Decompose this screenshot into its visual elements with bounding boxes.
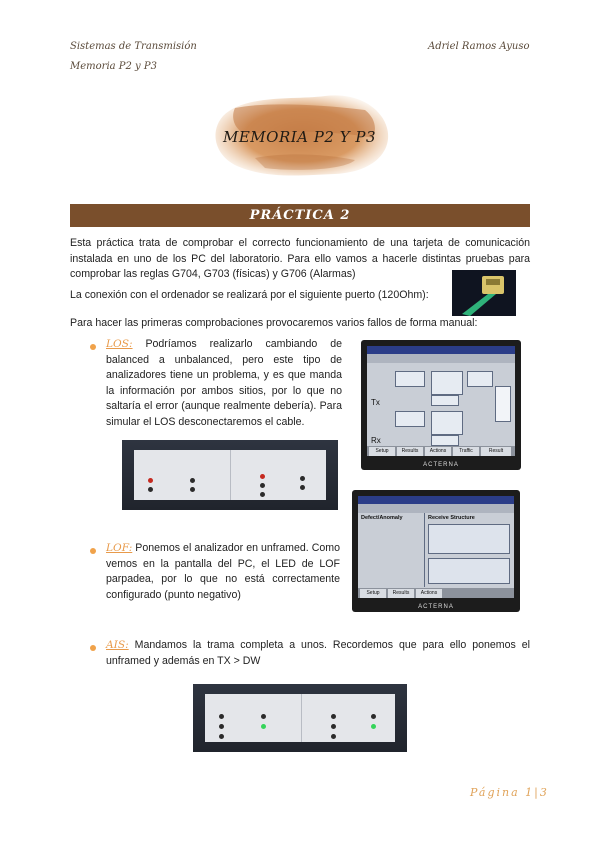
header-course: Sistemas de Transmisión: [70, 41, 197, 52]
item-keyword: LOS:: [106, 338, 133, 350]
section-title: PRÁCTICA 2: [70, 204, 530, 227]
tab-actions: Actions: [425, 447, 451, 456]
item-keyword: AIS:: [106, 639, 129, 651]
list-item-los: [106, 337, 342, 430]
receive-structure-label: Receive Structure: [428, 515, 475, 521]
list-item-lof: [106, 541, 340, 603]
tab-setup: Setup: [360, 589, 386, 598]
header-subtitle: Memoria P2 y P3: [70, 61, 157, 72]
cable-connector-image: [452, 270, 516, 316]
bullet: [90, 645, 96, 651]
tab-results: Results: [388, 589, 414, 598]
item-keyword: LOF:: [106, 542, 133, 554]
brand-label: ACTERNA: [423, 462, 459, 468]
item-text: Podríamos realizarlo cambiando de balanced a unbalanced, pero este tipo de analizadores tiene un problema, y es que manda la información por ambos sitios, por lo que no saltaría el error (aunque realmente debería). Para simular el LOS desconectaremos el cable.: [106, 338, 342, 428]
tab-result: Result: [481, 447, 511, 456]
intro-paragraph: Esta práctica trata de comprobar el correcto funcionamiento de una tarjeta de comunicación instalada en uno de los PC del laboratorio. Para ello vamos a hacerle distintas pruebas para comprobar las reglas G704, G703 (físicas) y G706 (Alarmas): [70, 237, 530, 280]
tab-traffic: Traffic: [453, 447, 479, 456]
bullet: [90, 548, 96, 554]
brand-label: ACTERNA: [418, 604, 454, 610]
tab-results: Results: [397, 447, 423, 456]
tx-label: Tx: [371, 398, 380, 407]
defect-anomaly-label: Defect/Anomaly: [361, 515, 403, 521]
tab-actions: Actions: [416, 589, 442, 598]
banner-title: MEMORIA P2 Y P3: [223, 128, 376, 146]
tester-screenshot-1: [361, 340, 521, 470]
pc-alarm-panel-screenshot-2: [193, 684, 407, 752]
page-number: Página 1|3: [470, 786, 549, 799]
header-author: Adriel Ramos Ayuso: [428, 41, 530, 52]
tests-intro: Para hacer las primeras comprobaciones provocaremos varios fallos de forma manual:: [70, 317, 478, 329]
item-text: Mandamos la trama completa a unos. Recordemos que para ello ponemos el unframed y además en TX > DW: [106, 639, 530, 667]
item-text: Ponemos el analizador en unframed. Como vemos en la pantalla del PC, el LED de LOF parpadea, por lo que no está correctamente configurado (punto negativo): [106, 542, 340, 601]
connection-text: La conexión con el ordenador se realizará por el siguiente puerto (120Ohm):: [70, 289, 429, 301]
rx-label: Rx: [371, 436, 381, 445]
list-item-ais: [106, 638, 530, 669]
bullet: [90, 344, 96, 350]
tab-setup: Setup: [369, 447, 395, 456]
tester-screenshot-2: [352, 490, 520, 612]
pc-alarm-panel-screenshot-1: [122, 440, 338, 510]
